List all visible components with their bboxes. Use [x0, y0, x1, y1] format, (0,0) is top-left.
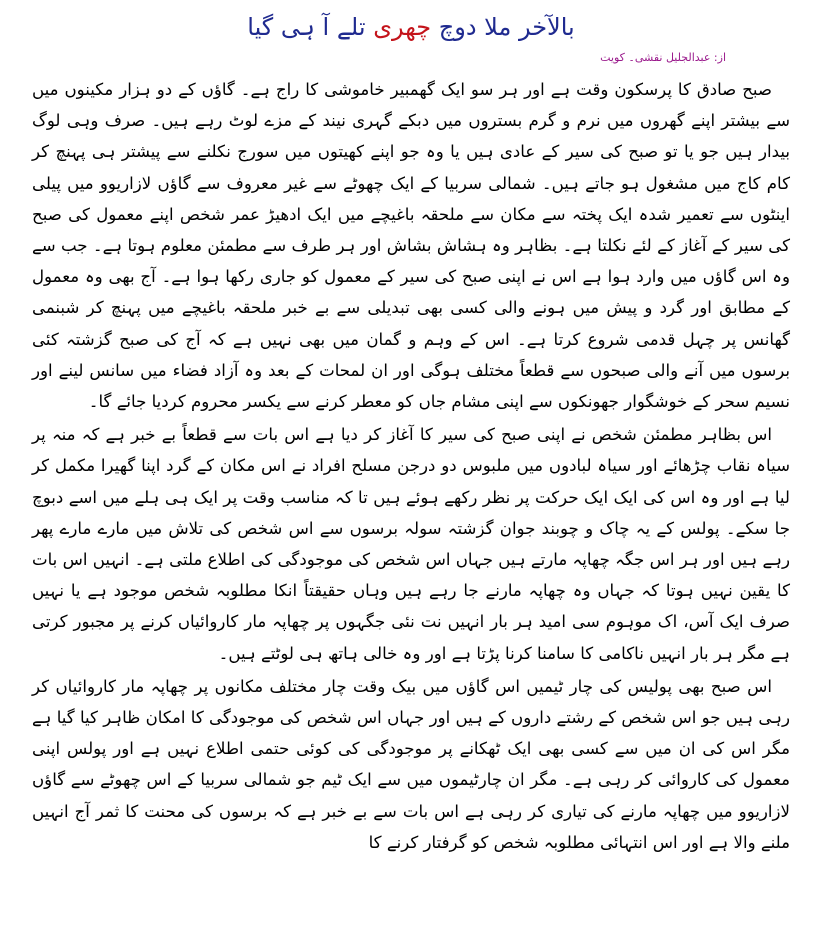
article-title — [32, 10, 790, 44]
title-part-1: بالآخر ملا دوچ — [438, 13, 575, 41]
title-part-red: چھری — [373, 13, 432, 41]
paragraph-2: اس بظاہر مطمئن شخص نے اپنی صبح کی سیر کا آغاز کر دیا ہے اس بات سے قطعاً بے خبر ہے کہ منہ پر سیاہ نقاب چڑھائے اور سیاہ لبادوں میں ملبوس دو درجن مسلح افراد نے اس مکان کے گرد اپنا گھیرا مکمل کر لیا ہے اور وہ اس کی ایک ایک حرکت پر نظر رکھے ہوئے ہیں تا کہ مناسب وقت پر ایک ہی ہلے میں اسے دبوچ جا سکے۔ پولس کے یہ چاک و چوبند جوان گزشتہ سولہ برسوں سے اس شخص کی تلاش میں مارے مارے پھر رہے ہیں اور ہر اس جگہ چھاپہ مارتے ہیں جہاں اس شخص کی موجودگی کی اطلاع ملتی ہے۔ انہیں اس بات کا یقین نہیں ہوتا کہ جہاں وہ چھاپہ مارنے جا رہے ہیں وہاں حقیقتاً انکا مطلوبہ شخص موجود ہے یا نہیں صرف ایک آس، اک موہوم سی امید ہر بار انہیں نت نئی جگہوں پر چھاپہ مار کاروائیاں کرنے پر مجبور کرتی ہے مگر ہر بار انہیں ناکامی کا سامنا کرنا پڑتا ہے اور وہ خالی ہاتھ ہی لوٹتے ہیں۔ — [32, 425, 790, 663]
paragraph-3: اس صبح بھی پولیس کی چار ٹیمیں اس گاؤں میں بیک وقت چار مختلف مکانوں پر چھاپہ مار کاروائیاں کر رہی ہیں جو اس شخص کے رشتے داروں کے ہیں اور جہاں اس شخص کی موجودگی کا امکان ظاہر کیا گیا ہے مگر اس کی ان میں سے کسی بھی ایک ٹھکانے پر موجودگی کی کوئی حتمی اطلاع نہیں ہے اور پولس اپنی معمول کی کاروائی کر رہی ہے۔ مگر ان چارٹیموں میں سے ایک ٹیم جو شمالی سربیا کے اس چھوٹے سے گاؤں لازاریوو میں چھاپہ مارنے کی تیاری کر رہی ہے اس بات سے بے خبر ہے کہ برسوں کی محنت کا ثمر آج انہیں ملنے والا ہے اور اس انتہائی مطلوبہ شخص کو گرفتار کرنے کا — [32, 676, 790, 852]
paragraph-1: صبح صادق کا پرسکون وقت ہے اور ہر سو ایک گھمبیر خاموشی کا راج ہے۔ گاؤں کے دو ہزار مکینوں میں سے بیشتر اپنے گھروں میں نرم و گرم بستروں میں دبکے گہری نیند کے مزے لوٹ رہے ہیں۔ صرف وہی لوگ بیدار ہیں جو یا تو صبح کی سیر کے عادی ہیں یا وہ جو اپنے کھیتوں میں سورج نکلنے سے پیشتر ہی پہنچ کر کام کاج میں مشغول ہو جاتے ہیں۔ شمالی سربیا کے ایک چھوٹے سے غیر معروف سے گاؤں لازاریوو میں پیلی اینٹوں سے تعمیر شدہ ایک پختہ سے مکان سے ملحقہ باغیچے میں ایک ادھیڑ عمر شخص اپنے معمول کی صبح کی سیر کے آغاز کے لئے نکلتا ہے۔ بظاہر وہ ہشاش بشاش اور ہر طرف سے مطمئن معلوم ہوتا ہے۔ جب سے وہ اس گاؤں میں وارد ہوا ہے اس نے اپنی صبح کی سیر کے معمول کو جاری رکھا ہوا ہے۔ آج بھی وہ معمول کے مطابق اور گرد و پیش میں ہونے والی کسی بھی تبدیلی سے بے خبر ملحقہ باغیچے میں پہنچ کر شبنمی گھانس پر چہل قدمی شروع کرتا ہے۔ اس کے وہم و گمان میں بھی نہیں ہے کہ آج کی صبح گزشتہ کئی برسوں میں آنے والی صبحوں سے قطعاً مختلف ہوگی اور ان لمحات کے بعد وہ آزاد فضاء میں سانس لینے اور نسیم سحر کے خوشگوار جھونکوں سے اپنی مشام جاں کو معطر کرنے سے یکسر محروم کردیا جائے گا۔ — [32, 80, 790, 412]
author-byline: از: عبدالجلیل نقشی۔ کویت — [600, 51, 726, 64]
title-part-2: تلے آ ہی گیا — [247, 13, 366, 41]
